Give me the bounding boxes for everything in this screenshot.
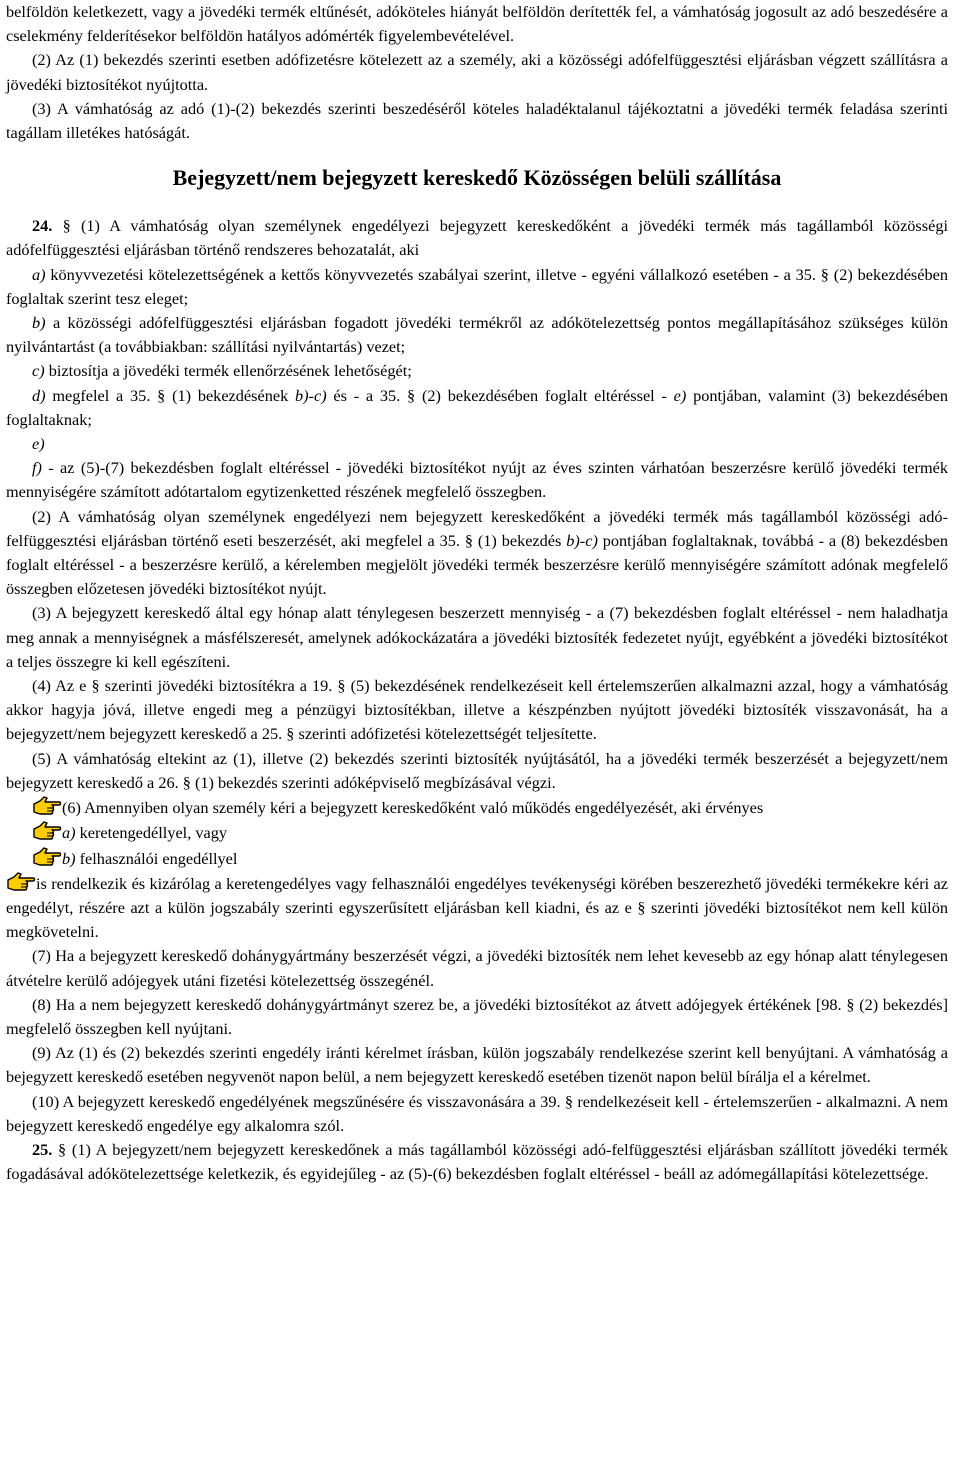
text: (2) A vámhatóság olyan személynek engedélyezi nem bejegyzett kereskedőként a jövedéki termék más tagállamból közösségi adó-felfüggesztési eljárásban történő eseti beszerzését, aki megfelel a 35. § (1) bekezdés xyxy=(6,506,948,550)
paragraph: (2) Az (1) bekezdés szerinti esetben adófizetésre kötelezett az a személy, aki a közösségi adófelfüggesztési eljárásban végzett szállításra a jövedéki biztosítékot nyújtotta. xyxy=(6,50,948,94)
text: felhasználói engedéllyel xyxy=(75,848,238,868)
list-item-6b xyxy=(6,846,948,871)
text: is rendelkezik és kizárólag a keretengedélyes vagy felhasználói engedélyes tevékenységi körében beszerezhető jövedéki termékekre kéri az engedélyt, részére azt a külön jogszabály szerinti egyszerűsített eljárásban kell kiadni, és az e § szerinti jövedéki biztosítékot nem kell külön megkövetelni. xyxy=(6,873,948,942)
section-number: 25. xyxy=(32,1139,53,1159)
section-24-paragraph-5: (5) A vámhatóság eltekint az (1), illetve (2) bekezdés szerinti biztosíték nyújtásától, ha a jövedéki termék beszerzését a bejegyzett/nem bejegyzett kereskedő a 26. § (1) bekezdés szerinti adóképviselő megbízásával végzi. xyxy=(6,748,948,792)
list-letter: b) xyxy=(32,313,46,333)
pointing-hand-icon[interactable] xyxy=(32,795,62,817)
ref-letters: b)-c) xyxy=(295,385,327,405)
section-heading: Bejegyzett/nem bejegyzett kereskedő Közösségen belüli szállítása xyxy=(172,165,782,191)
section-24-paragraph-4: (4) Az e § szerinti jövedéki biztosítékra a 19. § (5) bekezdésének rendelkezéseit kell értelemszerűen alkalmazni azzal, hogy a vámhatóság akkor hagyja jóvá, illetve engedi meg a pénzügyi biztosítékban, illetve a készpénzben nyújtott jövedéki biztosíték visszavonását, ha a bejegyzett/nem bejegyzett kereskedő a 25. § szerinti adófizetési kötelezettségét teljesítette. xyxy=(6,676,948,744)
pointing-hand-icon[interactable] xyxy=(32,846,62,868)
ref-letter: e) xyxy=(673,385,687,405)
list-letter: b) xyxy=(62,848,76,868)
text: pontjában, valamint (3) bekezdésében foglaltaknak; xyxy=(6,385,949,429)
list-letter: c) xyxy=(32,361,45,381)
section-24-paragraph-2 xyxy=(6,505,948,602)
paragraph: (3) A vámhatóság az adó (1)-(2) bekezdés szerinti beszedéséről köteles haladéktalanul tájékoztatni a jövedéki termék feladása szerinti tagállam illetékes hatóságát. xyxy=(6,98,948,143)
list-item-6a xyxy=(6,820,948,845)
pointing-hand-icon[interactable] xyxy=(32,820,62,842)
list-item-e xyxy=(6,432,948,456)
section-25-paragraph-1 xyxy=(6,1138,948,1186)
text: könyvvezetési kötelezettségének a kettős könyvvezetés szabályai szerint, illetve - egyéni vállalkozó esetében - a 35. § (2) bekezdésében foglaltak szerint tesz eleget; xyxy=(6,264,948,308)
section-24-paragraph-10: (10) A bejegyzett kereskedő engedélyének megszűnésére és visszavonására a 39. § rendelkezéseit kell - értelemszerűen - alkalmazni. A nem bejegyzett kereskedő engedélye egy alkalomra szól. xyxy=(6,1091,948,1135)
list-letter: e) xyxy=(32,434,45,454)
paragraph: belföldön keletkezett, vagy a jövedéki termék eltűnését, adóköteles hiányát belföldön derítették fel, a vámhatóság jogosult az adó beszedésére a cselekmény felderítésekor belföldön hatályos adómérték figyelembevételével. xyxy=(6,2,948,46)
section-24-paragraph-8: (8) Ha a nem bejegyzett kereskedő dohánygyártmányt szerez be, a jövedéki biztosítékot az átvett adójegyek értékének [98. § (2) bekezdés] megfelelő összegben kell nyújtani. xyxy=(6,994,948,1038)
text: - az (5)-(7) bekezdésben foglalt eltéréssel - jövedéki biztosítékot nyújt az éves szinten várhatóan beszerzésre kerülő jövedéki termék mennyiségére számított adótartalom egytizenketted részének megfelelő összegben. xyxy=(6,458,948,502)
list-item-c xyxy=(6,359,948,383)
list-letter: d) xyxy=(32,385,46,405)
list-letter: a) xyxy=(32,264,46,284)
text: megfelel a 35. § (1) bekezdésének xyxy=(45,385,295,405)
section-24-paragraph-3: (3) A bejegyzett kereskedő által egy hónap alatt ténylegesen beszerzett mennyiség - a (7) bekezdésben foglalt eltéréssel - nem haladhatja meg annak a mennyiségnek a másfélszeresét, amelynek adókockázatára a jövedéki biztosíték fedezetet nyújt, egyébként a jövedéki biztosítékot a teljes összegre ki kell egészíteni. xyxy=(6,603,948,671)
ref-letters: b)-c) xyxy=(566,530,598,550)
section-24-paragraph-9: (9) Az (1) és (2) bekezdés szerinti engedély iránti kérelmet írásban, külön jogszabály rendelkezése szerint kell benyújtani. A vámhatóság a bejegyzett kereskedő esetében negyvenöt napon belül, a nem bejegyzett kereskedő esetében tizenöt napon belül bírálja el a kérelmet. xyxy=(6,1043,948,1087)
text: (6) Amennyiben olyan személy kéri a bejegyzett kereskedőként való működés engedélyezését, aki érvényes xyxy=(62,798,764,818)
section-24-paragraph-7: (7) Ha a bejegyzett kereskedő dohánygyártmány beszerzését végzi, a jövedéki biztosíték nem lehet kevesebb az egy hónap alatt ténylegesen átvételre kerülő adójegyek utáni fizetési kötelezettség összegénél. xyxy=(6,946,948,990)
list-letter: f) xyxy=(32,458,42,478)
list-item-b xyxy=(6,311,948,359)
text: keretengedéllyel, vagy xyxy=(75,823,227,843)
section-24-paragraph-6-continuation xyxy=(6,871,948,945)
text: és - a 35. § (2) bekezdésében foglalt eltéréssel - xyxy=(326,385,674,405)
text: § (1) A bejegyzett/nem bejegyzett kereskedőnek a más tagállamból közösségi adó-felfüggesztési eljárásban szállított jövedéki termék fogadásával adókötelezettsége keletkezik, és egyidejűleg - az (5)-(6) bekezdésben foglalt eltéréssel - beáll az adómegállapítási kötelezettsége. xyxy=(6,1139,948,1184)
text: § (1) A vámhatóság olyan személynek engedélyezi bejegyzett kereskedőként a jövedéki termék más tagállamból közösségi adófelfüggesztési eljárásban történő rendszeres behozatalát, aki xyxy=(6,216,948,260)
text: biztosítja a jövedéki termék ellenőrzésének lehetőségét; xyxy=(44,361,412,381)
text: pontjában foglaltaknak, továbbá - a (8) bekezdésben foglalt eltéréssel - a beszerzésre kerülő, a kérelemben megjelölt jövedéki termék beszerzésre kerülő mennyiségére számított adónak megfelelő összegben előzetesen jövedéki biztosítékot nyújt. xyxy=(6,530,948,599)
section-number: 24. xyxy=(32,216,53,236)
section-24-paragraph-1 xyxy=(6,214,948,262)
list-letter: a) xyxy=(62,823,76,843)
list-item-a xyxy=(6,263,948,311)
list-item-f xyxy=(6,456,948,504)
text: a közösségi adófelfüggesztési eljárásban fogadott jövedéki termékről az adókötelezettség pontos megállapításához szükséges külön nyilvántartást (a továbbiakban: szállítási nyilvántartás) vezet; xyxy=(6,313,948,357)
section-24-paragraph-6 xyxy=(6,795,948,820)
list-item-d xyxy=(6,384,948,432)
pointing-hand-icon[interactable] xyxy=(6,871,36,893)
